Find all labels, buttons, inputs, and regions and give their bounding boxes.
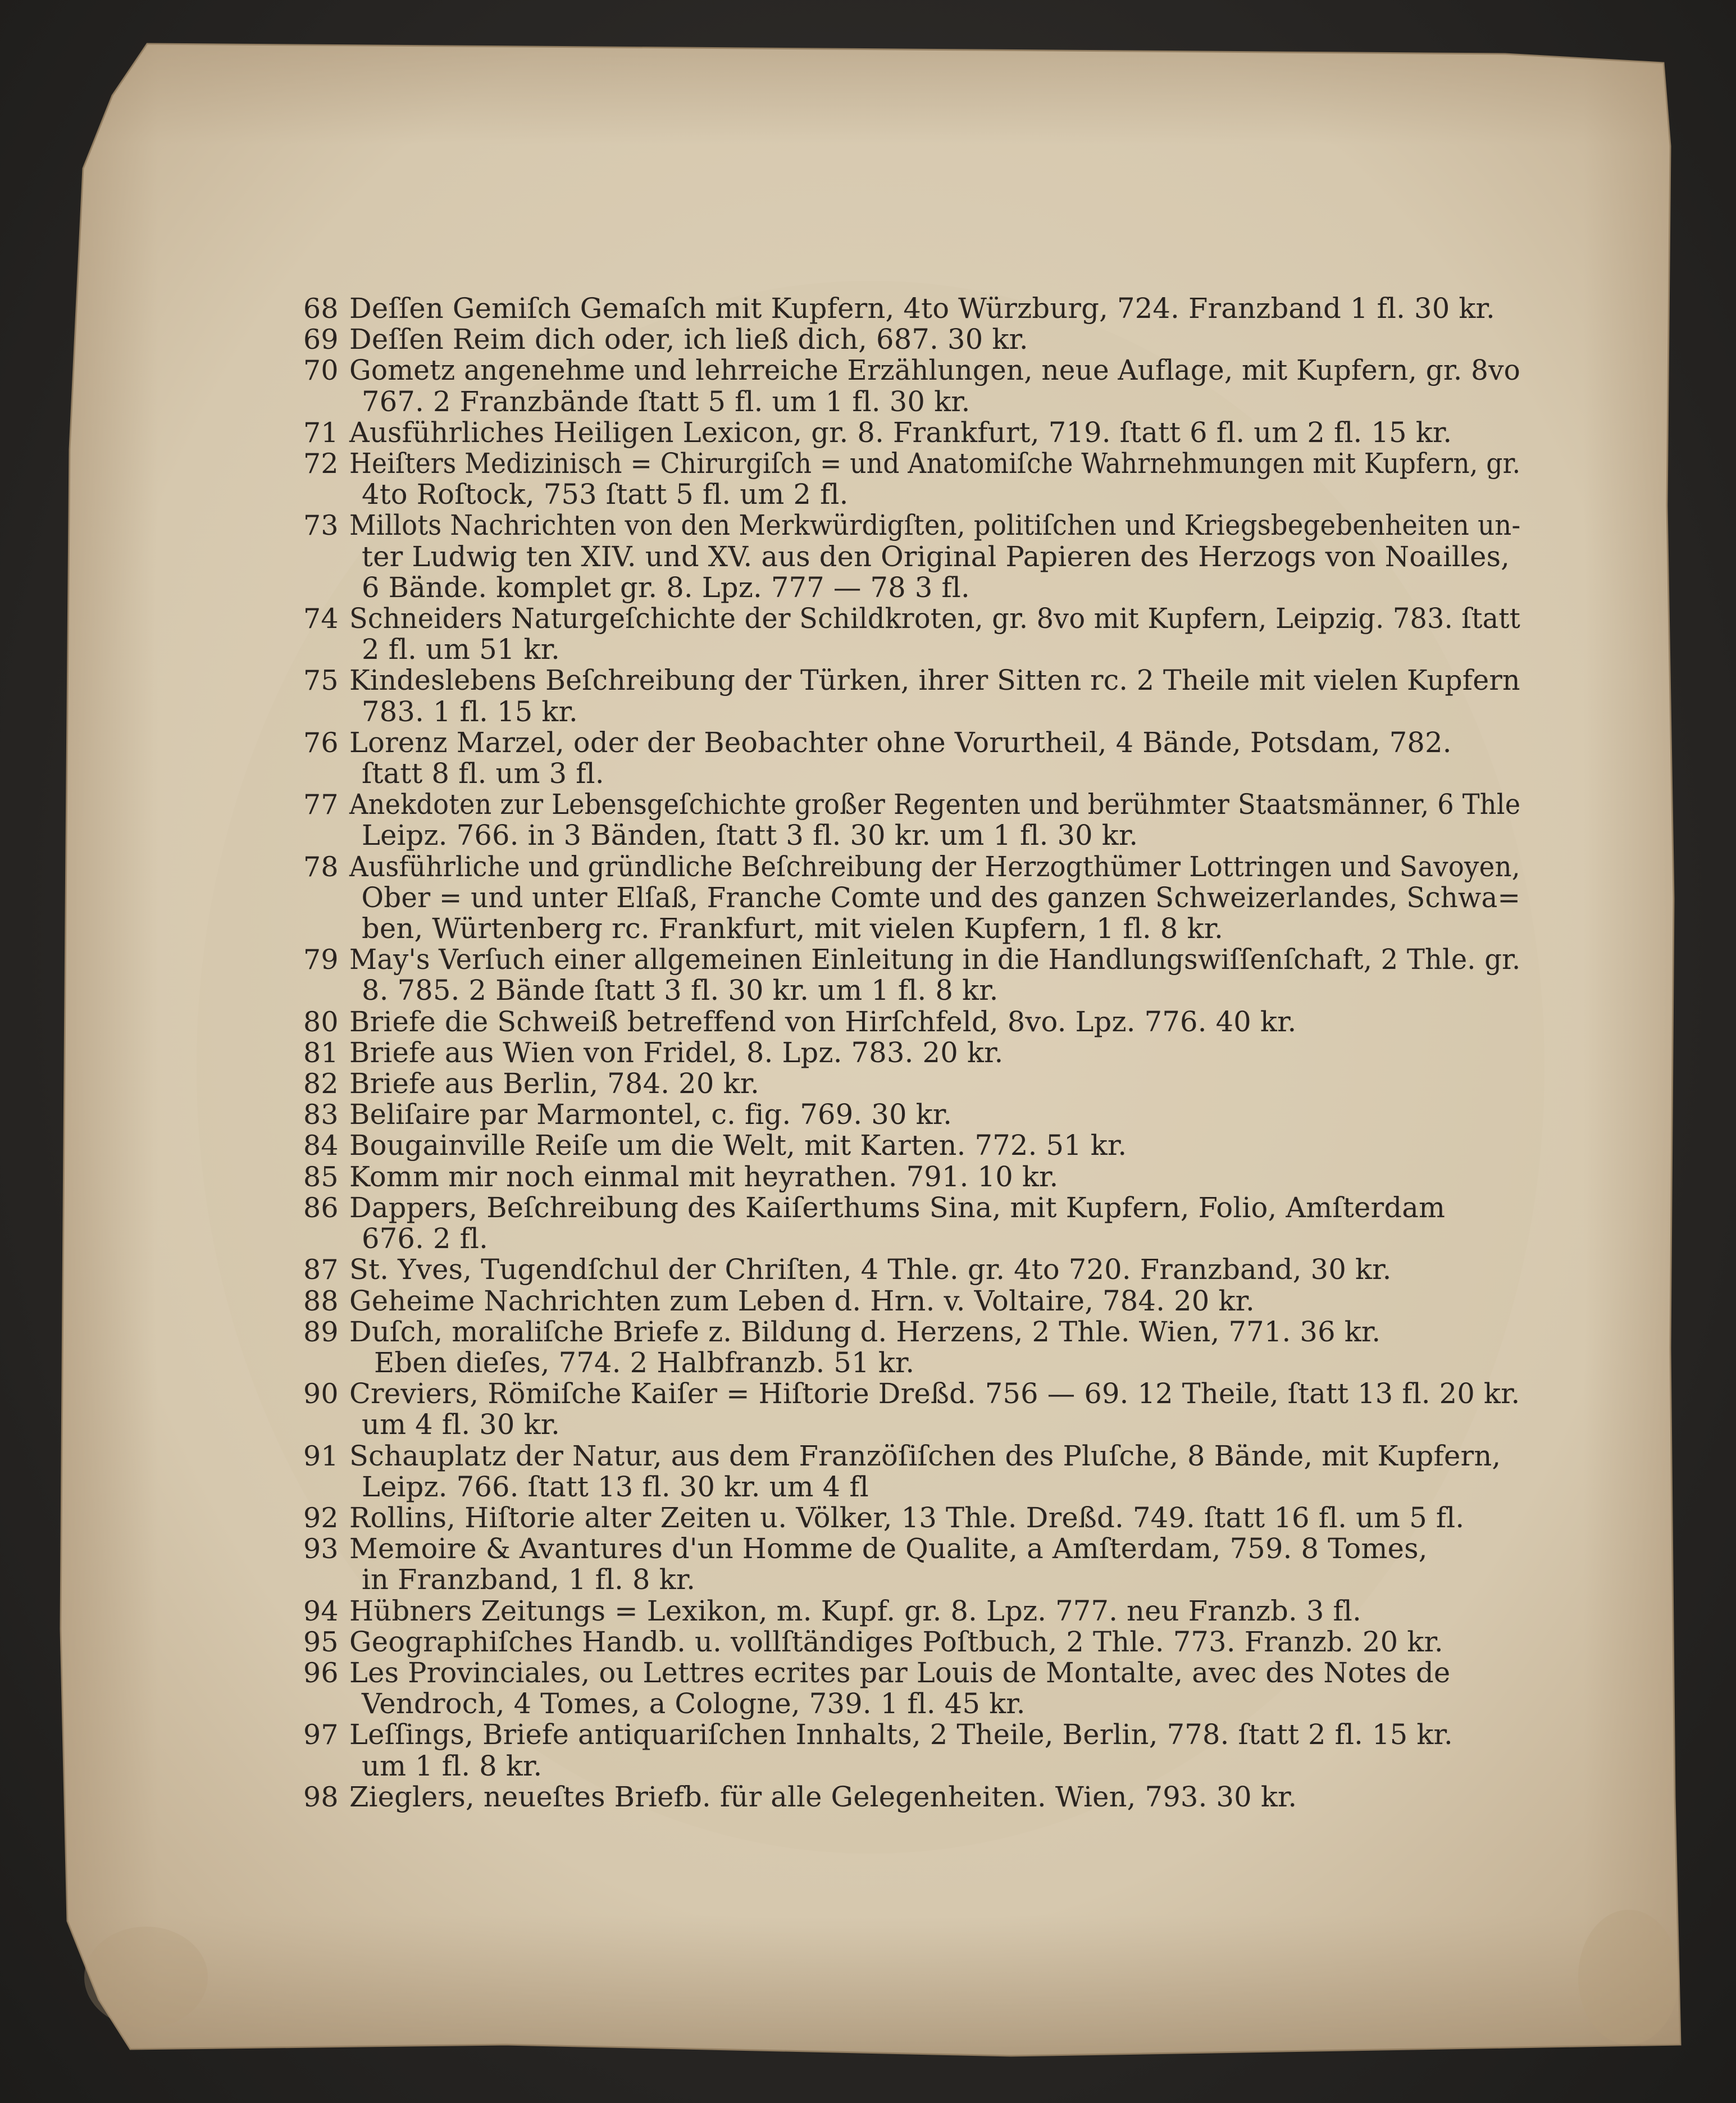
entry-number: 80 (303, 1005, 339, 1038)
entry-text (349, 1378, 1522, 1440)
catalogue-entry (303, 1037, 1522, 1068)
entry-line: Geographiſches Handb. u. vollſtändiges Poſtbuch, 2 Thle. 773. Franzb. 20 kr. (349, 1625, 1443, 1658)
entry-line: Briefe die Schweiß betreffend von Hirſchfeld, 8vo. Lpz. 776. 40 kr. (349, 1005, 1297, 1038)
entry-number: 88 (303, 1285, 339, 1317)
entry-line: um 4 fl. 30 kr. (362, 1408, 561, 1441)
entry-text (349, 852, 1589, 945)
entry-number: 69 (303, 324, 339, 356)
catalogue-entry (303, 1192, 1522, 1254)
entry-text (349, 417, 1522, 448)
entry-line: St. Yves, Tugendſchul der Chriſten, 4 Thle. gr. 4to 720. Franzband, 30 kr. (349, 1253, 1392, 1286)
catalogue-entry (303, 1068, 1522, 1099)
entry-text (349, 1192, 1522, 1254)
entry-number: 83 (303, 1099, 339, 1131)
entry-number: 92 (303, 1501, 339, 1534)
entry-text (349, 1719, 1522, 1781)
entry-line: Gometz angenehme und lehrreiche Erzählungen, neue Auflage, mit Kupfern, gr. 8vo (349, 354, 1520, 387)
entry-line: Briefe aus Wien von Fridel, 8. Lpz. 783. 20 kr. (349, 1036, 1004, 1069)
entry-number: 68 (303, 293, 339, 325)
catalogue-entry (303, 1533, 1522, 1595)
entry-number: 71 (303, 416, 339, 449)
catalogue-entry (303, 510, 1522, 603)
entry-line: ter Ludwig ten XIV. und XV. aus den Original Papieren des Herzogs von Noailles, (362, 540, 1510, 573)
catalogue-entry (303, 665, 1522, 727)
entry-line: 8. 785. 2 Bände ſtatt 3 fl. 30 kr. um 1 fl. 8 kr. (362, 974, 999, 1007)
catalogue-entry (303, 789, 1522, 851)
catalogue-entry (303, 1007, 1522, 1037)
catalogue-entry (303, 355, 1522, 417)
entry-text (349, 1162, 1522, 1192)
entry-number: 94 (303, 1595, 339, 1627)
entry-text (349, 944, 1557, 1006)
entry-line: ben, Würtenberg rc. Frankfurt, mit vielen Kupfern, 1 fl. 8 kr. (362, 912, 1224, 945)
entry-number: 85 (303, 1160, 339, 1193)
entry-number: 70 (303, 354, 339, 387)
entry-text (349, 293, 1522, 324)
catalogue-entry (303, 852, 1522, 945)
entry-line: Leipz. 766. in 3 Bänden, ſtatt 3 fl. 30 kr. um 1 fl. 30 kr. (362, 819, 1138, 852)
entry-number: 87 (303, 1254, 339, 1286)
entry-line: Leipz. 766. ſtatt 13 fl. 30 kr. um 4 fl (362, 1470, 869, 1503)
catalogue-entry (303, 944, 1522, 1006)
entry-line: 676. 2 fl. (362, 1222, 489, 1255)
entry-line: Kindeslebens Beſchreibung der Türken, ihrer Sitten rc. 2 Theile mit vielen Kupfern (349, 664, 1520, 697)
entry-text (349, 355, 1547, 417)
entry-line: Lorenz Marzel, oder der Beobachter ohne Vorurtheil, 4 Bände, Potsdam, 782. (349, 726, 1452, 759)
catalogue-entry (303, 727, 1522, 789)
catalogue-entry (303, 1378, 1522, 1440)
entry-number: 97 (303, 1719, 339, 1751)
entry-number: 78 (303, 850, 339, 883)
entry-line: Leſſings, Briefe antiquariſchen Innhalts, 2 Theile, Berlin, 778. ſtatt 2 fl. 15 kr. (349, 1718, 1453, 1751)
entry-text (349, 1441, 1522, 1503)
entry-text (349, 727, 1522, 789)
entry-text (349, 789, 1602, 851)
entry-text (349, 1007, 1522, 1037)
entry-text (349, 448, 1619, 510)
entry-number: 84 (303, 1130, 339, 1162)
entry-number: 73 (303, 509, 339, 542)
entry-line: Anekdoten zur Lebensgeſchichte großer Regenten und berühmter Staatsmänner, 6 Thle (349, 788, 1521, 821)
entry-text (349, 1782, 1522, 1813)
entry-line: Ausführliches Heiligen Lexicon, gr. 8. Frankfurt, 719. ſtatt 6 fl. um 2 fl. 15 kr. (349, 416, 1452, 449)
entry-line: Rollins, Hiſtorie alter Zeiten u. Völker, 13 Thle. Dreßd. 749. ſtatt 16 fl. um 5 fl. (349, 1501, 1465, 1534)
entry-number: 89 (303, 1315, 339, 1348)
entry-line: Ober = und unter Elſaß, Franche Comte und des ganzen Schweizerlandes, Schwa= (361, 881, 1521, 914)
entry-line: Geheime Nachrichten zum Leben d. Hrn. v. Voltaire, 784. 20 kr. (349, 1284, 1255, 1317)
entry-line: Schneiders Naturgeſchichte der Schildkroten, gr. 8vo mit Kupfern, Leipzig. 783. ſtatt (349, 602, 1521, 635)
entry-number: 74 (303, 603, 339, 635)
catalogue-entry (303, 1658, 1522, 1719)
entry-line: 767. 2 Franzbände ſtatt 5 fl. um 1 fl. 30 kr. (362, 385, 970, 418)
entry-line: 2 fl. um 51 kr. (362, 633, 561, 666)
catalogue-entry (303, 1254, 1522, 1285)
entry-number: 93 (303, 1533, 339, 1565)
entry-text (349, 1068, 1522, 1099)
entry-line: Heiſters Medizinisch = Chirurgiſch = und Anatomiſche Wahrnehmungen mit Kupfern, gr. (349, 447, 1521, 480)
entry-line: Bougainville Reiſe um die Welt, mit Karten. 772. 51 kr. (349, 1129, 1127, 1162)
entry-number: 79 (303, 944, 339, 976)
catalogue-entry (303, 1162, 1522, 1192)
catalogue-entry (303, 1130, 1522, 1161)
entry-number: 76 (303, 726, 339, 759)
entry-text (349, 324, 1522, 355)
catalogue-entry (303, 1286, 1522, 1317)
entry-line: 4to Roſtock, 753 ſtatt 5 fl. um 2 fl. (362, 478, 849, 511)
entry-text (349, 1533, 1522, 1595)
entry-number: 98 (303, 1781, 339, 1813)
entry-line: Memoire & Avantures d'un Homme de Qualite, a Amſterdam, 759. 8 Tomes, (349, 1532, 1428, 1565)
entry-text (349, 1658, 1522, 1719)
entry-text (349, 1503, 1522, 1533)
entry-number: 82 (303, 1068, 339, 1100)
entry-line: Dappers, Beſchreibung des Kaiſerthums Sina, mit Kupfern, Folio, Amſterdam (349, 1191, 1446, 1224)
catalogue-entry (303, 324, 1522, 355)
entry-line: um 1 fl. 8 kr. (362, 1749, 543, 1782)
entry-text (349, 603, 1563, 665)
entry-number: 77 (303, 789, 339, 821)
entry-line: Duſch, moraliſche Briefe z. Bildung d. Herzens, 2 Thle. Wien, 771. 36 kr. (349, 1315, 1381, 1348)
catalogue-entry (303, 1317, 1522, 1378)
catalogue-entry (303, 1596, 1522, 1627)
entry-line: Eben dieſes, 774. 2 Halbfranzb. 51 kr. (374, 1346, 915, 1379)
entry-number: 86 (303, 1191, 339, 1224)
entry-line: 6 Bände. komplet gr. 8. Lpz. 777 — 78 3 fl. (362, 571, 970, 604)
catalogue-entry (303, 1099, 1522, 1130)
entry-text (349, 1130, 1522, 1161)
entry-number: 81 (303, 1036, 339, 1069)
entry-line: Millots Nachrichten von den Merkwürdigſten, politiſchen und Kriegsbegebenheiten un- (349, 509, 1521, 542)
entry-line: Deſſen Reim dich oder, ich ließ dich, 687. 30 kr. (349, 323, 1028, 356)
entry-line: Creviers, Römiſche Kaiſer = Hiſtorie Dreßd. 756 — 69. 12 Theile, ſtatt 13 fl. 20 kr. (349, 1377, 1520, 1410)
entry-number: 75 (303, 664, 339, 697)
entry-line: Vendroch, 4 Tomes, a Cologne, 739. 1 fl. 45 kr. (362, 1687, 1026, 1720)
entry-text (349, 1254, 1522, 1285)
entry-text (349, 1596, 1522, 1627)
catalogue-entry (303, 293, 1522, 324)
catalogue-entry (303, 1503, 1522, 1533)
entry-line: in Franzband, 1 fl. 8 kr. (362, 1563, 696, 1596)
entry-text (349, 665, 1533, 727)
entry-line: Zieglers, neueſtes Briefb. für alle Gelegenheiten. Wien, 793. 30 kr. (349, 1780, 1297, 1813)
catalogue-entry (303, 603, 1522, 665)
entry-line: Briefe aus Berlin, 784. 20 kr. (349, 1067, 760, 1100)
entry-number: 95 (303, 1626, 339, 1658)
entry-line: May's Verſuch einer allgemeinen Einleitung in die Handlungswiſſenſchaft, 2 Thle. gr. (349, 943, 1521, 976)
catalogue-entry (303, 448, 1522, 510)
entry-line: Schauplatz der Natur, aus dem Franzöſiſchen des Pluſche, 8 Bände, mit Kupfern, (349, 1439, 1501, 1472)
catalogue-listing (303, 293, 1522, 1813)
entry-text (349, 1317, 1522, 1378)
catalogue-entry (303, 1441, 1522, 1503)
entry-text (349, 1286, 1522, 1317)
entry-line: Hübners Zeitungs = Lexikon, m. Kupf. gr. 8. Lpz. 777. neu Franzb. 3 fl. (349, 1594, 1362, 1627)
entry-text (349, 1627, 1522, 1658)
catalogue-entry (303, 417, 1522, 448)
entry-line: Ausführliche und gründliche Beſchreibung der Herzogthümer Lottringen und Savoyen, (349, 850, 1520, 883)
entry-line: Komm mir noch einmal mit heyrathen. 791. 10 kr. (349, 1160, 1059, 1193)
entry-number: 72 (303, 448, 339, 480)
entry-text (349, 1099, 1522, 1130)
catalogue-entry (303, 1719, 1522, 1781)
entry-text (349, 1037, 1522, 1068)
entry-line: Beliſaire par Marmontel, c. fig. 769. 30 kr. (349, 1098, 953, 1131)
catalogue-entry (303, 1627, 1522, 1658)
entry-line: ſtatt 8 fl. um 3 fl. (362, 757, 604, 790)
entry-number: 90 (303, 1378, 339, 1410)
entry-line: Deſſen Gemiſch Gemaſch mit Kupfern, 4to Würzburg, 724. Franzband 1 fl. 30 kr. (349, 292, 1495, 325)
catalogue-entry (303, 1782, 1522, 1813)
entry-number: 91 (303, 1440, 339, 1472)
entry-number: 96 (303, 1656, 339, 1689)
entry-text (349, 510, 1594, 603)
entry-line: 783. 1 fl. 15 kr. (362, 695, 578, 728)
entry-line: Les Provinciales, ou Lettres ecrites par Louis de Montalte, avec des Notes de (349, 1656, 1451, 1689)
